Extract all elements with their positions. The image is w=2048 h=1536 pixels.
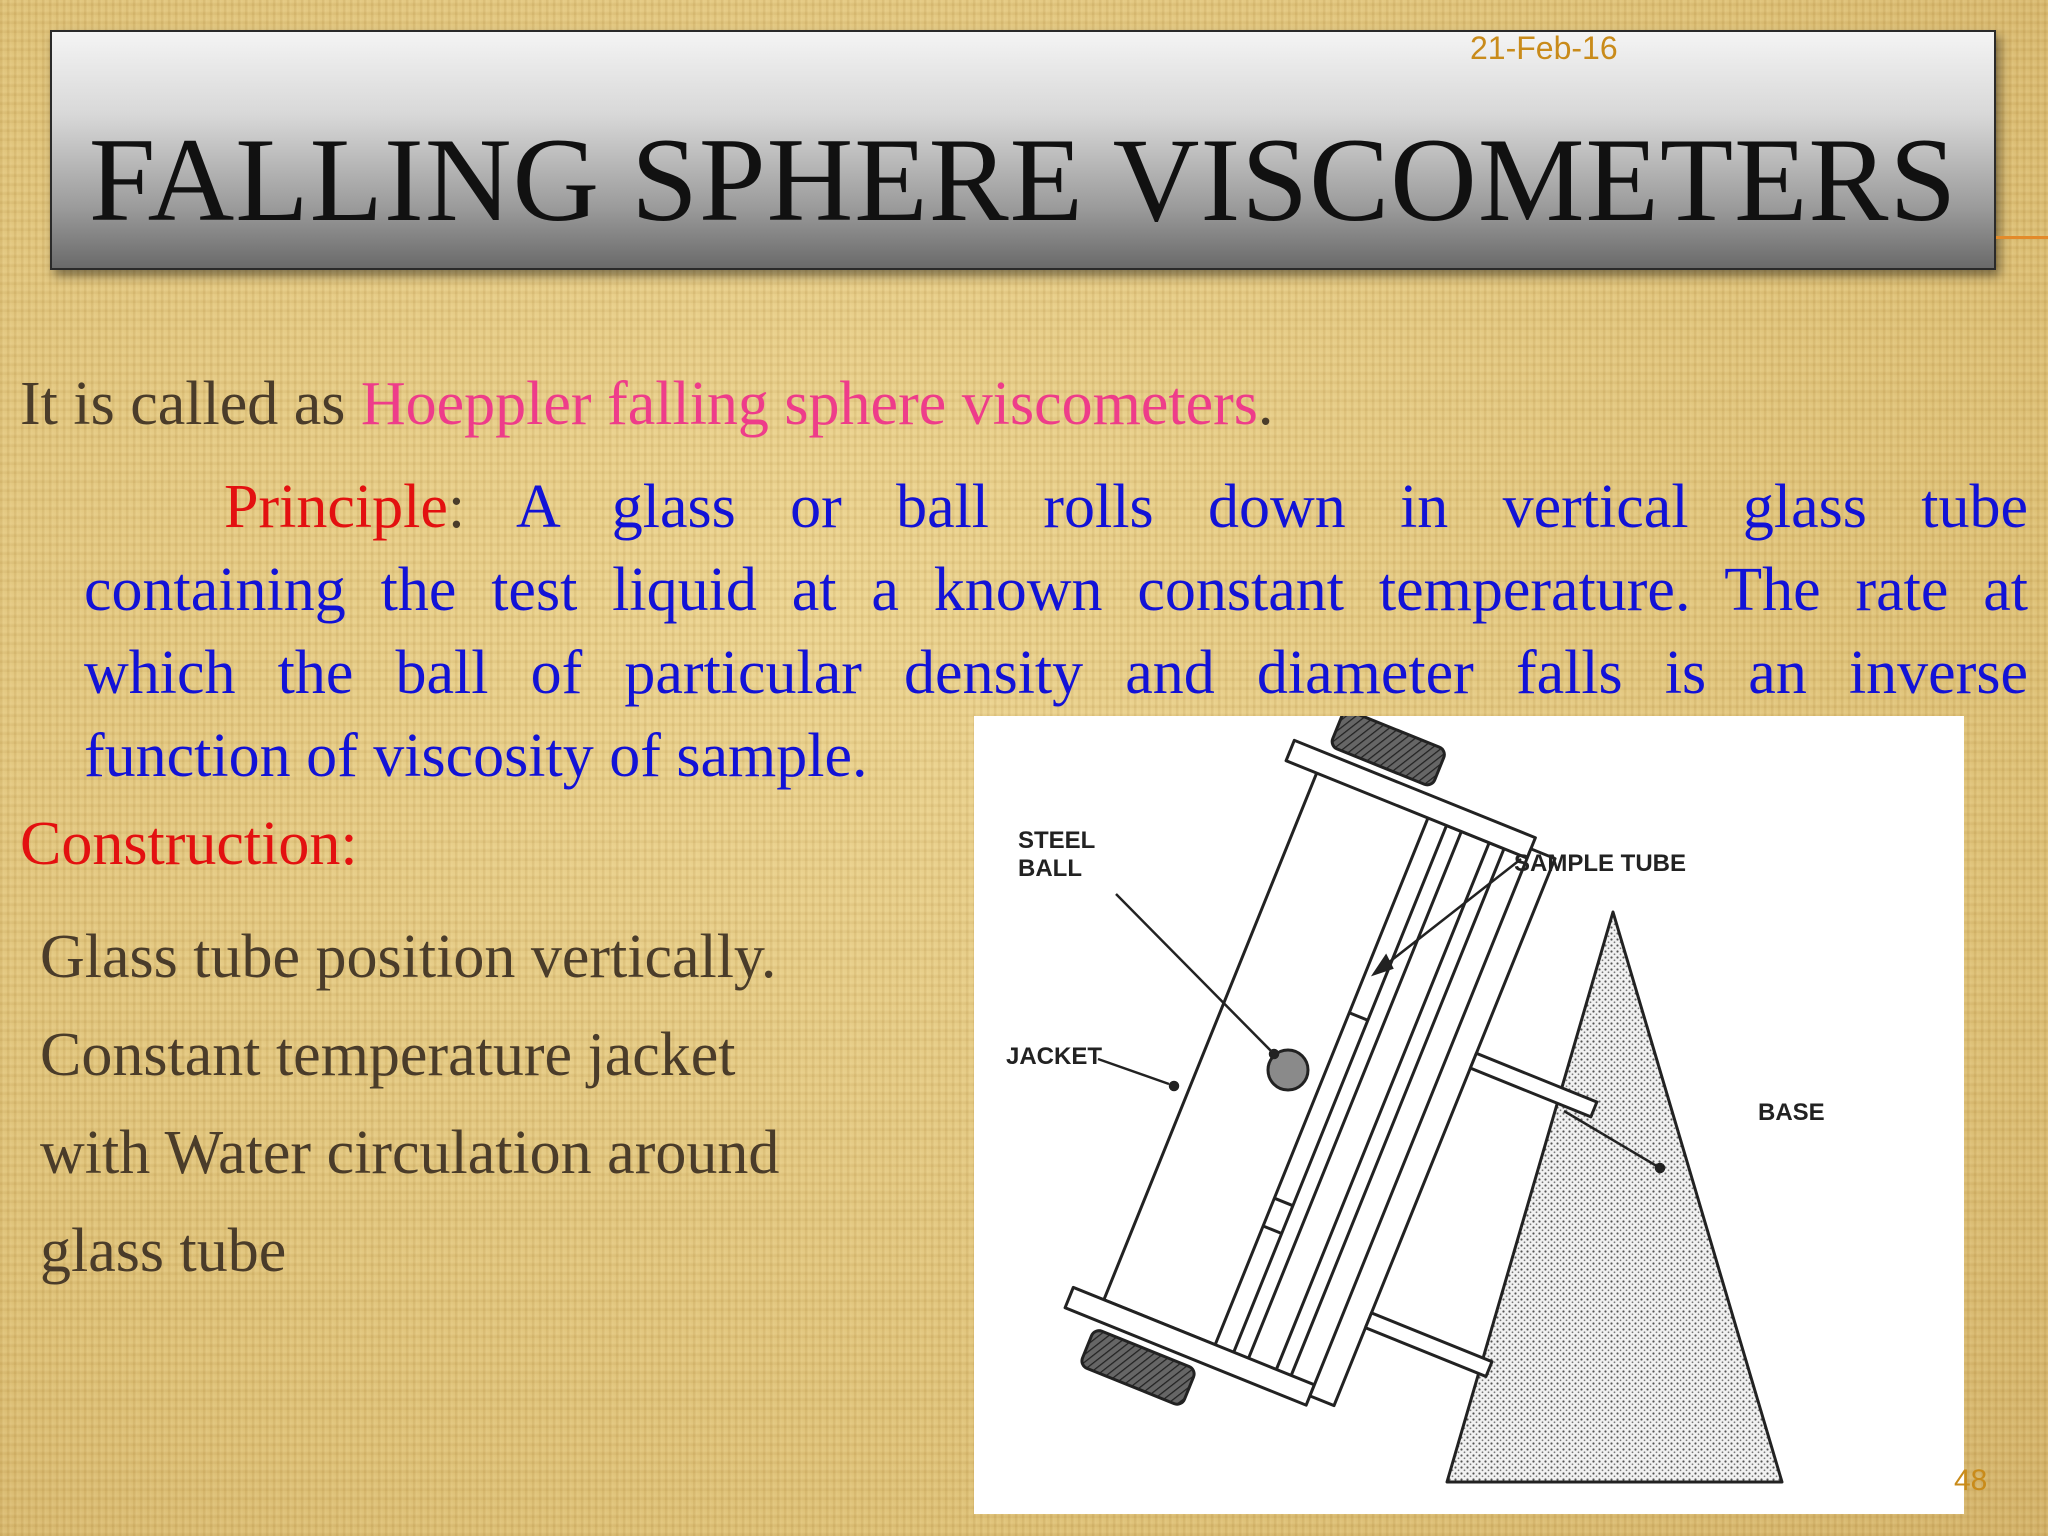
intro-prefix: It is called as: [20, 370, 361, 438]
intro-suffix: .: [1257, 370, 1274, 438]
construction-line-4: glass tube: [40, 1217, 287, 1285]
label-jacket: JACKET: [1006, 1043, 1103, 1070]
construction-list: [40, 908, 779, 1300]
intro-highlight: Hoeppler falling sphere viscometers: [360, 370, 1258, 438]
label-steel-ball-1: STEEL: [1018, 827, 1096, 854]
principle-line-4: function of viscosity of sample.: [84, 722, 868, 790]
principle-colon: :: [447, 473, 466, 541]
principle-line-2: containing the test liquid at a known constant temperature. The rate at: [84, 556, 2028, 624]
construction-line-3: with Water circulation around: [40, 1119, 780, 1187]
principle-label: Principle: [224, 473, 448, 541]
label-steel-ball-2: BALL: [1018, 855, 1082, 882]
slide-date: 21-Feb-16: [1470, 30, 1618, 66]
construction-line-2: Constant temperature jacket: [40, 1021, 736, 1089]
viscometer-diagram: [974, 716, 1964, 1514]
principle-line-1: [84, 466, 2028, 549]
principle-text-1: A glass or ball rolls down in vertical glass tube: [516, 473, 2028, 541]
orange-accent-line: [1996, 236, 2048, 239]
principle-line-3: which the ball of particular density and diameter falls is an inverse: [84, 639, 2028, 707]
label-base: BASE: [1758, 1099, 1825, 1126]
construction-line-1: Glass tube position vertically.: [40, 923, 777, 991]
page-number: 48: [1954, 1464, 1988, 1497]
construction-heading: Construction:: [20, 810, 358, 878]
title-box: [50, 30, 1996, 270]
slide-title: FALLING SPHERE VISCOMETERS: [88, 113, 1958, 246]
label-sample-tube: SAMPLE TUBE: [1514, 850, 1687, 877]
intro-line: [20, 368, 1273, 440]
